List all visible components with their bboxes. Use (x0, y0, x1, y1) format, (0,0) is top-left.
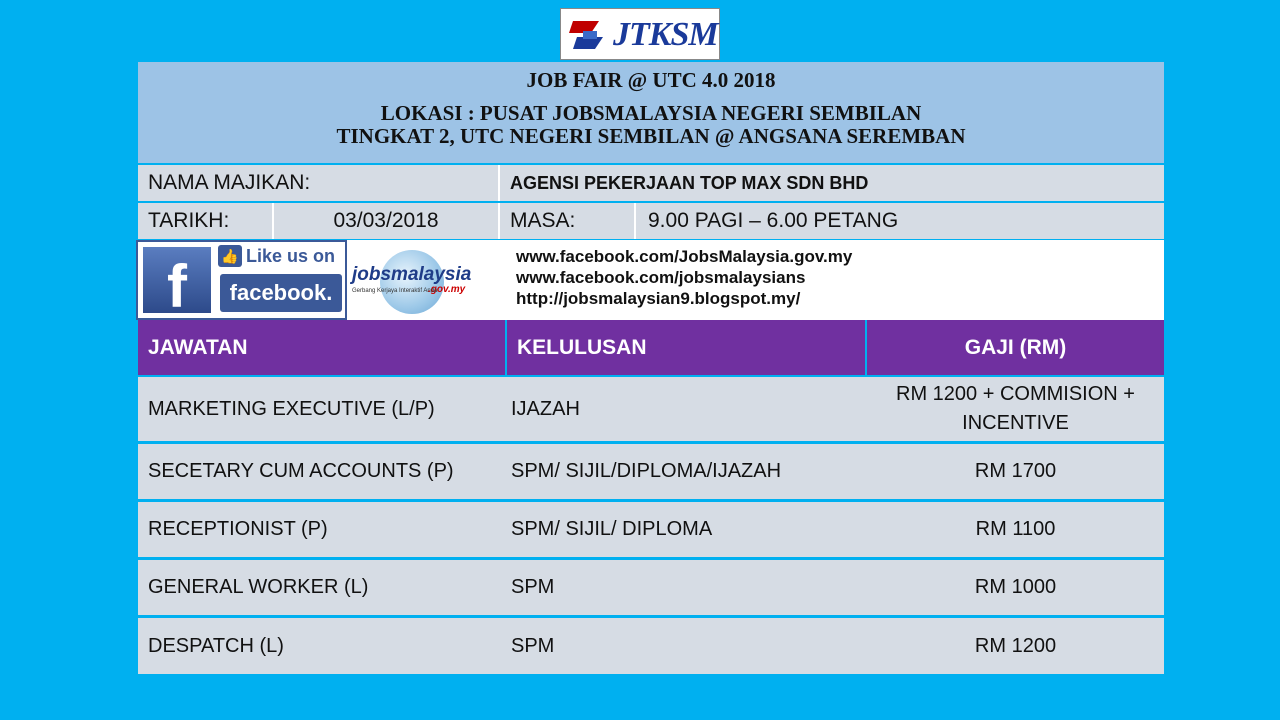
social-links (516, 246, 852, 309)
date-label: TARIKH: (148, 209, 230, 232)
time-label: MASA: (498, 203, 634, 239)
event-title: JOB FAIR @ UTC 4.0 2018 (526, 68, 776, 92)
qualification-cell: IJAZAH (511, 397, 580, 420)
logo-text: JTKSM (613, 16, 718, 53)
salary-cell (867, 377, 1164, 441)
salary-text: RM 1200 + COMMISION + INCENTIVE (896, 383, 1135, 434)
position-cell: MARKETING EXECUTIVE (L/P) (148, 397, 435, 420)
event-header (138, 62, 1164, 163)
header-qualification: KELULUSAN (507, 320, 865, 375)
header-salary: GAJI (RM) (867, 320, 1164, 375)
thumbs-up-icon: 👍 (218, 245, 242, 267)
date-row (138, 203, 1164, 239)
header-position: JAWATAN (138, 320, 505, 375)
table-row (138, 444, 1164, 499)
jobsmalaysia-wordmark: jobsmalaysia (352, 264, 472, 285)
jobsmalaysia-domain: .gov.my (428, 284, 466, 295)
table-row (138, 560, 1164, 615)
salary-cell: RM 1100 (975, 518, 1056, 540)
jobsmalaysia-logo (350, 244, 480, 316)
position-cell: SECETARY CUM ACCOUNTS (P) (148, 460, 454, 482)
qualification-cell: SPM/ SIJIL/ DIPLOMA (511, 518, 713, 540)
facebook-link-jobsmalaysia[interactable]: www.facebook.com/JobsMalaysia.gov.my (516, 247, 853, 266)
salary-cell: RM 1700 (974, 460, 1057, 482)
jtksm-emblem-icon (569, 17, 615, 53)
employer-row (138, 165, 1164, 201)
like-us-text: Like us on (246, 246, 336, 266)
event-address: TINGKAT 2, UTC NEGERI SEMBILAN @ ANGSANA SEREMBAN (336, 124, 966, 148)
blog-link[interactable]: http://jobsmalaysian9.blogspot.my/ (516, 289, 801, 308)
event-location: LOKASI : PUSAT JOBSMALAYSIA NEGERI SEMBILAN (380, 101, 922, 125)
salary-cell: RM 1200 (974, 634, 1057, 657)
table-row (138, 502, 1164, 557)
position-cell: RECEPTIONIST (P) (148, 518, 328, 540)
date-value: 03/03/2018 (272, 203, 498, 239)
jobsmalaysia-tagline: Gerbang Kerjaya Interaktif Anda (352, 288, 438, 294)
position-cell: GENERAL WORKER (L) (148, 576, 369, 598)
facebook-wordmark: facebook. (220, 274, 342, 312)
social-banner (136, 240, 1164, 320)
employer-name: AGENSI PEKERJAAN TOP MAX SDN BHD (498, 165, 1164, 201)
facebook-icon: f (143, 247, 211, 313)
facebook-link-jobsmalaysians[interactable]: www.facebook.com/jobsmalaysians (516, 268, 806, 287)
qualification-cell: SPM/ SIJIL/DIPLOMA/IJAZAH (511, 460, 782, 482)
position-cell: DESPATCH (L) (148, 634, 284, 657)
jtksm-logo (560, 8, 720, 60)
qualification-cell: SPM (511, 576, 555, 598)
time-value: 9.00 PAGI – 6.00 PETANG (634, 203, 1164, 239)
table-row (138, 377, 1164, 441)
facebook-like-badge[interactable] (136, 240, 347, 320)
salary-cell: RM 1000 (974, 576, 1057, 598)
qualification-cell: SPM (511, 634, 555, 657)
table-row (138, 618, 1164, 674)
employer-label: NAMA MAJIKAN: (148, 171, 311, 194)
